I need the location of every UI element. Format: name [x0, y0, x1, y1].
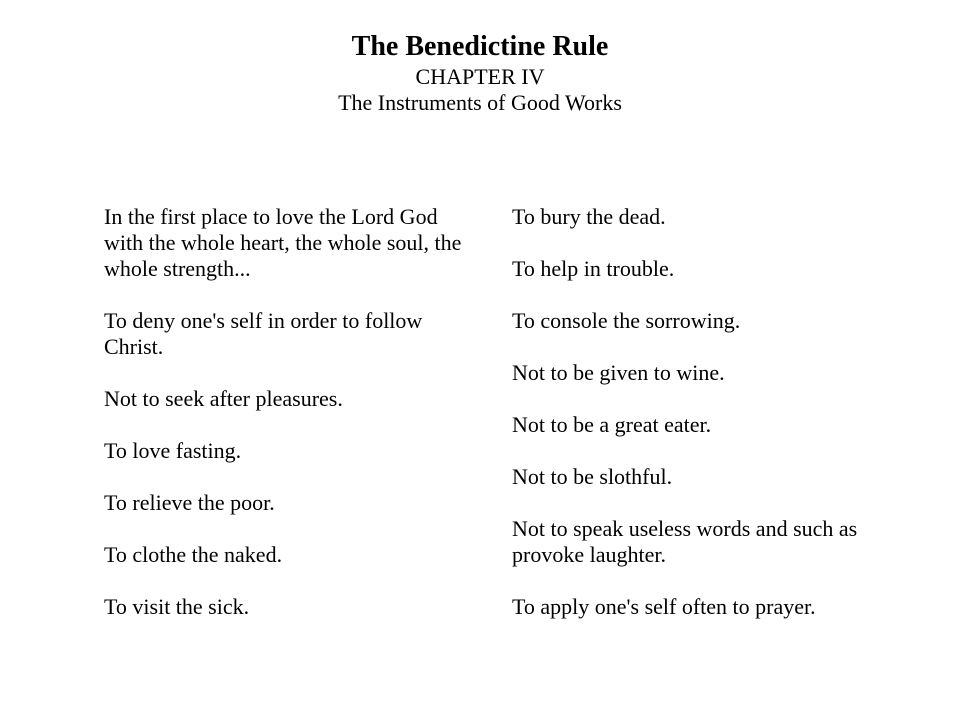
list-item: To bury the dead. — [512, 204, 666, 229]
chapter-title: The Instruments of Good Works — [338, 90, 622, 115]
page-title: The Benedictine Rule — [351, 31, 609, 62]
list-item: To relieve the poor. — [104, 490, 275, 515]
slide-header — [0, 30, 960, 116]
list-item: Not to be slothful. — [512, 464, 673, 489]
chapter-number: CHAPTER IV — [415, 64, 545, 89]
list-item: Not to speak useless words and such as provoke laughter. — [512, 516, 858, 567]
list-item: Not to seek after pleasures. — [104, 386, 343, 411]
list-item: To visit the sick. — [104, 594, 250, 619]
list-item: Not to be given to wine. — [512, 360, 725, 385]
list-item: To console the sorrowing. — [512, 308, 741, 333]
list-item: To help in trouble. — [512, 256, 675, 281]
left-column — [104, 204, 464, 620]
list-item: To love fasting. — [104, 438, 242, 463]
list-item: In the first place to love the Lord God with the whole heart, the whole soul, the whole strength... — [104, 204, 462, 281]
right-column — [512, 204, 882, 620]
list-item: To apply one's self often to prayer. — [512, 594, 816, 619]
list-item: To clothe the naked. — [104, 542, 283, 567]
list-item: To deny one's self in order to follow Christ. — [104, 308, 423, 359]
list-item: Not to be a great eater. — [512, 412, 712, 437]
